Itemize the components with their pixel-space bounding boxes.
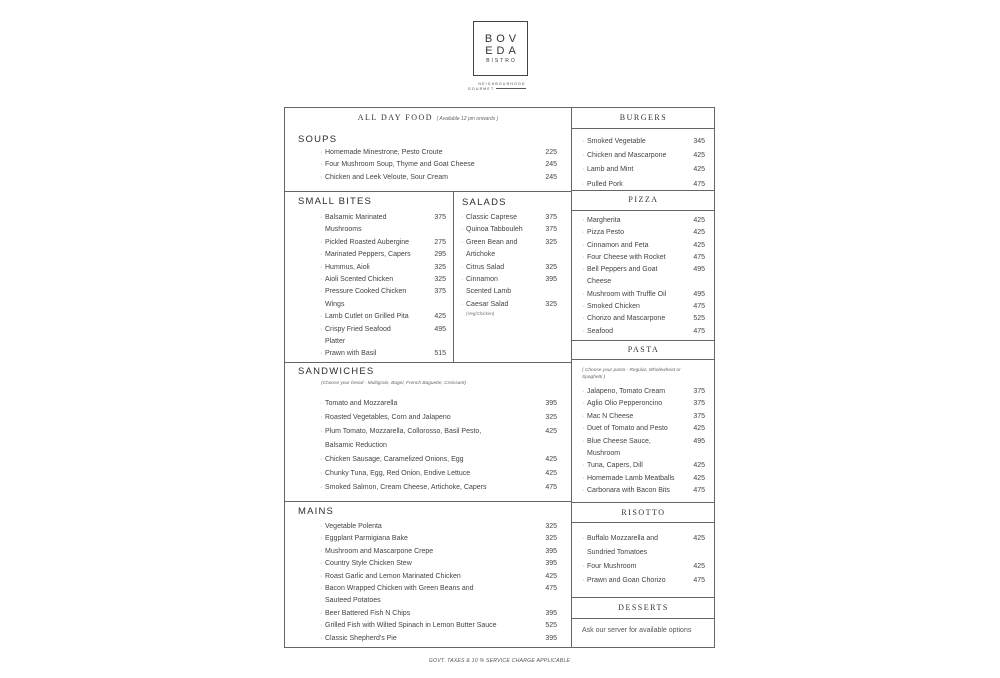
column-divider [571, 108, 572, 648]
list-item: · Smoked Chicken 475 [582, 301, 705, 313]
list-item: · Grilled Fish with Wilted Spinach in Lemon Butter Sauce 525 [320, 620, 557, 632]
list-item: · Hummus, Aioli 325 [320, 262, 446, 274]
list-item: · Buffalo Mozzarella and Sundried Tomatoes 425 [582, 532, 705, 560]
list-item: · Crispy Fried Seafood Platter 495 [320, 324, 446, 349]
list-item: · Pulled Pork 475 [582, 178, 705, 192]
logo-line-2: EDA [485, 44, 520, 57]
list-item: · Prawn with Basil 515 [320, 348, 446, 360]
divider-bites [285, 362, 571, 363]
list-item: · Green Bean and Artichoke 325 [461, 237, 557, 262]
list-item: · Cinnamon and Feta 425 [582, 240, 705, 252]
small-bites-list [320, 212, 446, 361]
list-item: · Tomato and Mozzarella 395 [320, 397, 557, 411]
list-item: · Pickled Roasted Aubergine 275 [320, 237, 446, 249]
salads-list [461, 212, 557, 317]
pizza-list [582, 215, 705, 338]
list-item: · Chunky Tuna, Egg, Red Onion, Endive Lettuce 425 [320, 467, 557, 481]
list-item: · Roasted Vegetables, Corn and Jalapeno 325 [320, 411, 557, 425]
all-day-title: ALL DAY FOOD [357, 113, 434, 122]
pizza-title: PIZZA [628, 195, 659, 204]
list-item: · Four Mushroom Soup, Thyme and Goat Cheese 245 [320, 161, 557, 173]
list-item: · Chorizo and Mascarpone 525 [582, 313, 705, 325]
list-item: · Marinated Peppers, Capers 295 [320, 249, 446, 261]
list-item: · Caesar Salad 325 (Veg/Chicken) [461, 299, 557, 317]
list-item: · Homemade Minestrone, Pesto Croute 225 [320, 149, 557, 161]
desserts-text: Ask our server for available options [582, 627, 692, 634]
list-item: · Lamb Cutlet on Grilled Pita 425 [320, 311, 446, 323]
divider-pizza [571, 340, 715, 341]
list-item: · Roast Garlic and Lemon Marinated Chicken 425 [320, 571, 557, 583]
divider-burgers-head [571, 128, 715, 129]
logo-line-3: BISTRO [486, 57, 517, 64]
list-item: · Carbonara with Bacon Bits 475 [582, 485, 705, 497]
divider-risotto [571, 597, 715, 598]
pasta-title: PASTA [627, 345, 660, 354]
divider-soups [285, 191, 571, 192]
soups-list [320, 149, 557, 186]
divider-risotto-head [571, 522, 715, 523]
tagline-line-2: GOURMET [468, 87, 536, 92]
list-item: · Aioli Scented Chicken 325 [320, 274, 446, 286]
list-item: · Plum Tomato, Mozzarella, Collorosso, Basil Pesto, Balsamic Reduction 425 [320, 425, 557, 453]
service-charge-note: GOVT. TAXES & 10 % SERVICE CHARGE APPLICABLE [428, 658, 571, 664]
tagline [468, 82, 536, 92]
list-item: · Homemade Lamb Meatballs 425 [582, 473, 705, 485]
list-item: · Smoked Salmon, Cream Cheese, Artichoke, Capers 475 [320, 481, 557, 495]
list-item: · Duet of Tomato and Pesto 425 [582, 423, 705, 435]
soups-title: SOUPS [298, 134, 338, 145]
list-item: · Four Mushroom 425 [582, 560, 705, 574]
list-item: · Chicken and Leek Veloute, Sour Cream 245 [320, 174, 557, 186]
burgers-title: BURGERS [619, 113, 668, 122]
list-item: · Cinnamon Scented Lamb 395 [461, 274, 557, 299]
list-item: · Balsamic Marinated Mushrooms 375 [320, 212, 446, 237]
list-item: · Eggplant Parmigiana Bake 325 [320, 533, 557, 545]
divider-pasta-head [571, 359, 715, 360]
list-item: · Pizza Pesto 425 [582, 227, 705, 239]
bistro-logo [473, 21, 528, 76]
divider-sandwiches [285, 501, 571, 502]
list-item: · Mushroom and Mascarpone Crepe 395 [320, 546, 557, 558]
list-item: · Aglio Olio Pepperoncino 375 [582, 398, 705, 410]
sandwiches-list [320, 397, 557, 495]
list-item: · Bell Peppers and Goat Cheese 495 [582, 264, 705, 289]
divider-bites-salads [453, 191, 454, 362]
pasta-note: ( Choose your pasta - Regular, Wholewheat or Spaghetti ) [582, 368, 681, 380]
risotto-title: RISOTTO [621, 508, 666, 517]
list-item: · Bacon Wrapped Chicken with Green Beans and Sauteed Potatoes 475 [320, 583, 557, 608]
list-item: · Mac N Cheese 375 [582, 411, 705, 423]
list-item: · Jalapeno, Tomato Cream 375 [582, 386, 705, 398]
list-item: · Classic Shepherd's Pie 395 [320, 633, 557, 645]
all-day-note: ( Available 12 pm onwards ) [436, 116, 499, 122]
list-item: · Chicken and Mascarpone 425 [582, 149, 705, 163]
list-item: · Country Style Chicken Stew 395 [320, 558, 557, 570]
list-item: · Pressure Cooked Chicken Wings 375 [320, 286, 446, 311]
small-bites-title: SMALL BITES [298, 196, 373, 207]
list-item: · Beer Battered Fish N Chips 395 [320, 608, 557, 620]
list-item: · Blue Cheese Sauce, Mushroom 495 [582, 436, 705, 461]
desserts-title: DESSERTS [618, 603, 669, 612]
sandwiches-title: SANDWICHES [298, 366, 375, 377]
menu-frame [284, 107, 715, 648]
all-day-header [285, 113, 571, 122]
list-item: · Vegetable Polenta 325 [320, 521, 557, 533]
mains-title: MAINS [298, 506, 335, 517]
list-item: · Citrus Salad 325 [461, 262, 557, 274]
list-item: · Prawn and Goan Chorizo 475 [582, 574, 705, 588]
list-item: · Four Cheese with Rocket 475 [582, 252, 705, 264]
tagline-line-1: NEIGHBOURHOOD [478, 82, 526, 86]
salads-title: SALADS [462, 197, 507, 208]
burgers-list [582, 135, 705, 192]
risotto-list [582, 532, 705, 588]
divider-desserts-head [571, 618, 715, 619]
divider-pasta [571, 502, 715, 503]
list-item: · Chicken Sausage, Caramelized Onions, Egg 425 [320, 453, 557, 467]
mains-list [320, 521, 557, 645]
list-item: · Seafood 475 [582, 326, 705, 338]
logo-line-1: BOV [484, 32, 521, 45]
divider-pizza-head [571, 210, 715, 211]
list-item: · Smoked Vegetable 345 [582, 135, 705, 149]
list-item: · Quinoa Tabbouleh 375 [461, 224, 557, 236]
list-item: · Mushroom with Truffle Oil 495 [582, 289, 705, 301]
list-item: · Tuna, Capers, Dill 425 [582, 460, 705, 472]
sandwiches-note: (Choose your bread - Multigrain, Bagel, French Baguette, Croissant) [321, 381, 467, 386]
pasta-list [582, 386, 705, 498]
list-item: · Margherita 425 [582, 215, 705, 227]
caesar-salad-note: (Veg/Chicken) [466, 311, 495, 317]
list-item: · Lamb and Mint 425 [582, 163, 705, 177]
list-item: · Classic Caprese 375 [461, 212, 557, 224]
